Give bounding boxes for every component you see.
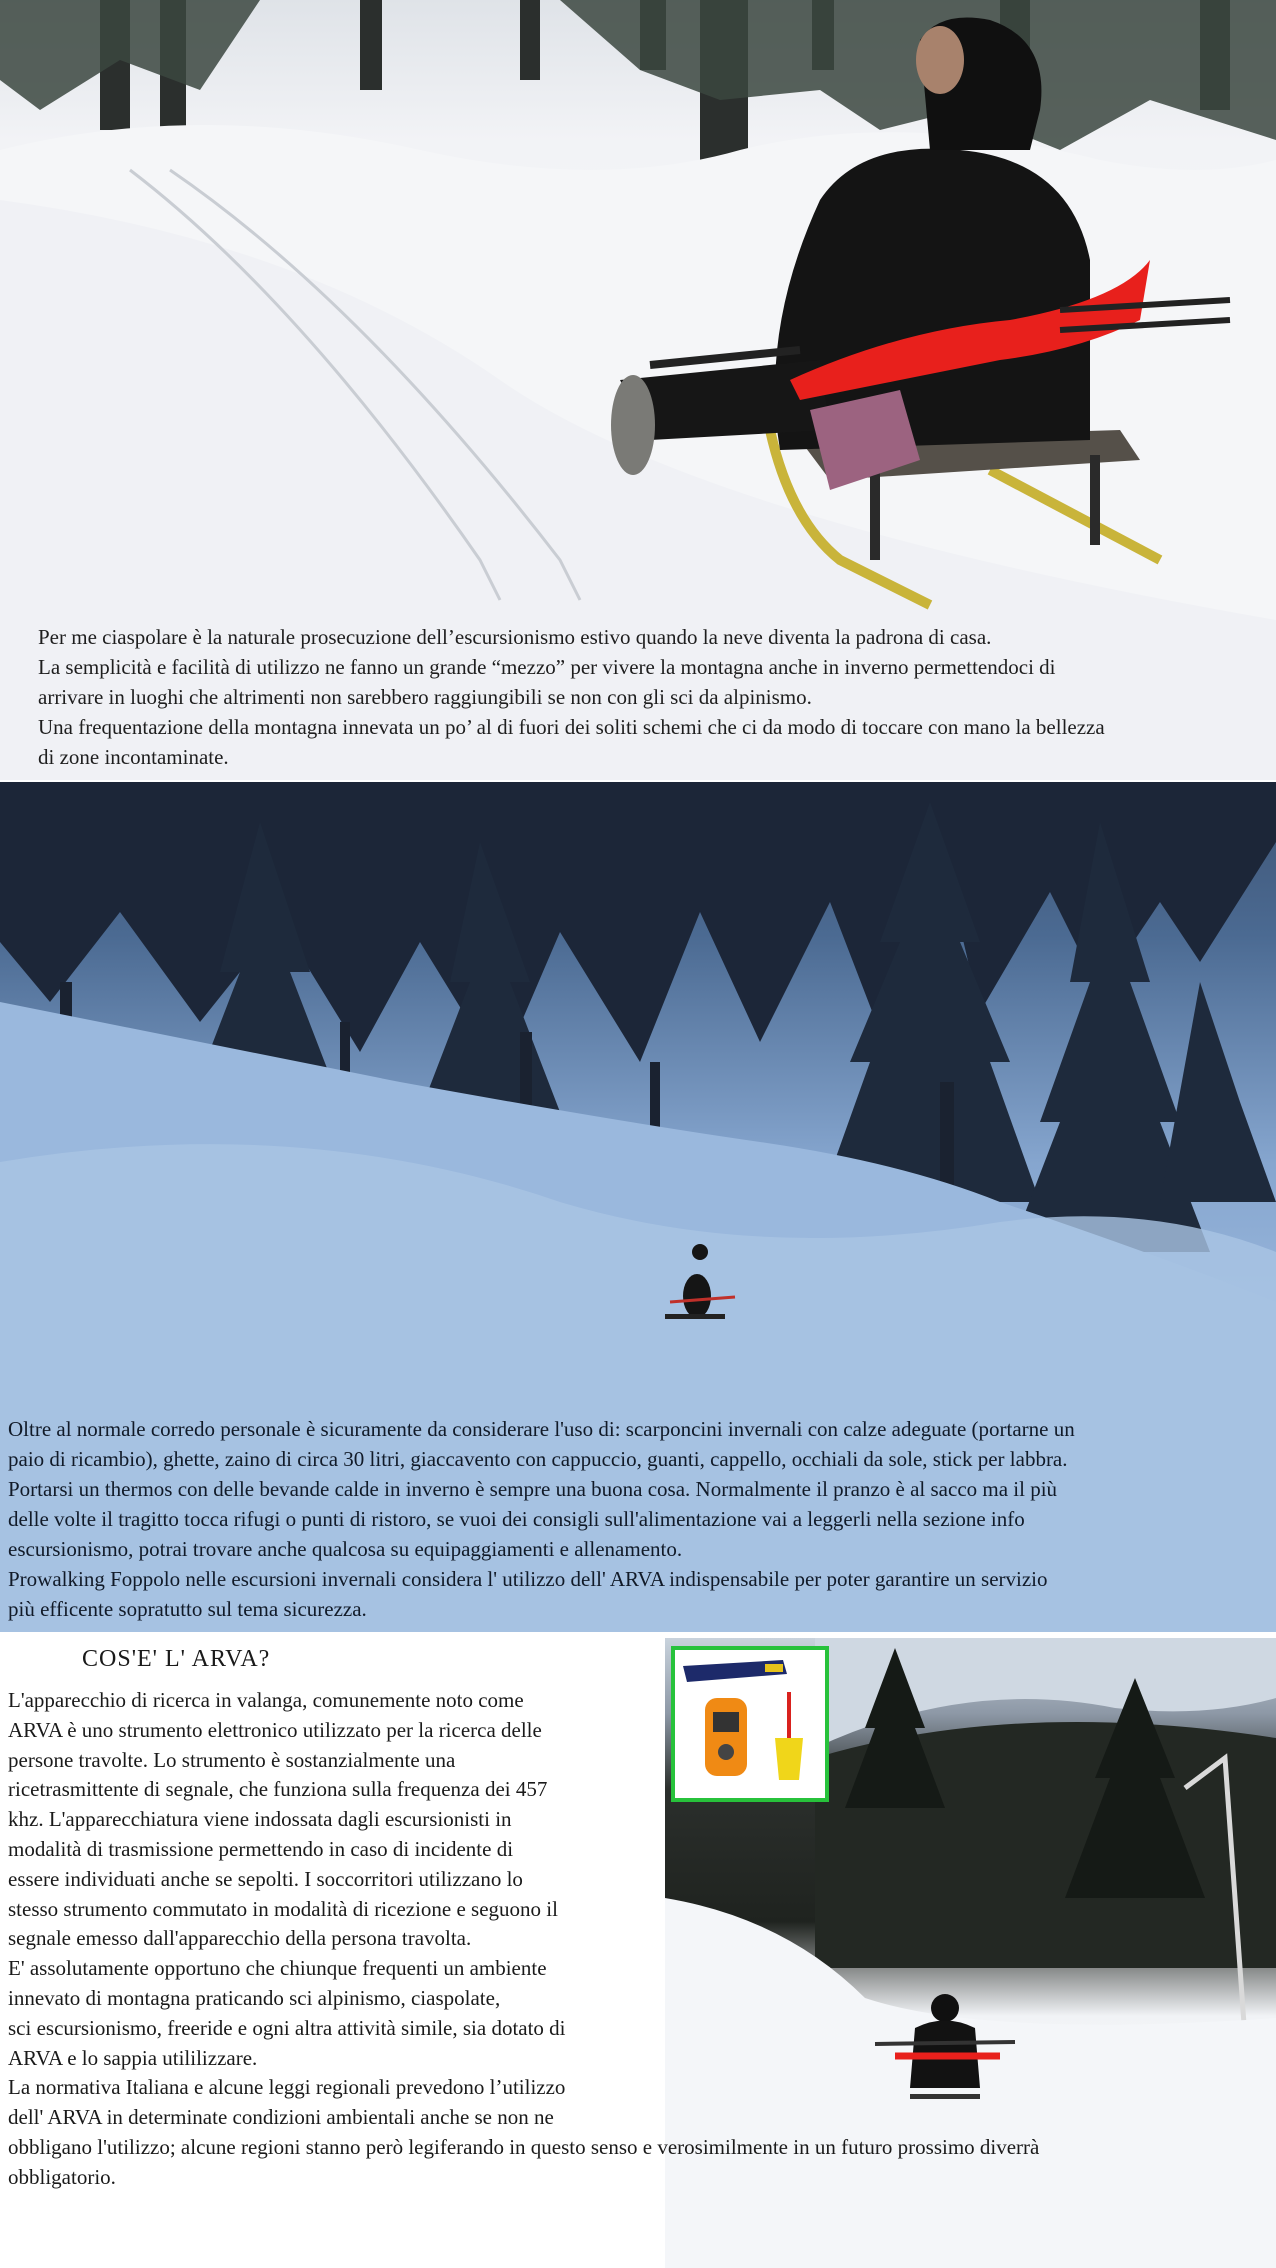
arva-line: essere individuati anche se sepolti. I soccorritori utilizzano lo: [8, 1866, 523, 1891]
arva-line: ricetrasmittente di segnale, che funziona sulla frequenza dei 457: [8, 1777, 548, 1802]
equipment-line: Oltre al normale corredo personale è sicuramente da considerare l'uso di: scarponcini invernali con calze adeguate (portarne un: [8, 1417, 1075, 1441]
intro-line: La semplicità e facilità di utilizzo ne fanno un grande “mezzo” per vivere la montagna anche in inverno permettendoci di: [38, 655, 1056, 679]
arva-line: obbligano l'utilizzo; alcune regioni stanno però legiferando in questo senso e verosimilmente in un futuro prossimo diverrà: [8, 2134, 1040, 2159]
equipment-line: delle volte il tragitto tocca rifugi o punti di ristoro, se vuoi dei consigli sull'alimentazione vai a leggerli nella sezione info: [8, 1507, 1025, 1531]
arva-line: ARVA è uno strumento elettronico utilizzato per la ricerca delle: [8, 1717, 542, 1742]
equipment-line: paio di ricambio), ghette, zaino di circa 30 litri, giaccavento con cappuccio, guanti, cappello, occhiali da sole, stick per labbra.: [8, 1447, 1068, 1471]
equipment-line: escursionismo, potrai trovare anche qualcosa su equipaggiamenti e allenamento.: [8, 1537, 683, 1561]
equipment-paragraph: [8, 1414, 1270, 1624]
arva-paragraph: [8, 1686, 1268, 2193]
arva-line: E' assolutamente opportuno che chiunque frequenti un ambiente: [8, 1956, 547, 1981]
arva-line: segnale emesso dall'apparecchio della persona travolta.: [8, 1926, 472, 1951]
blue-forest-photo-section: [0, 782, 1276, 1632]
intro-line: Una frequentazione della montagna innevata un po’ al di fuori dei soliti schemi che ci da modo di toccare con mano la bellezza: [38, 715, 1105, 739]
arva-line: L'apparecchio di ricerca in valanga, comunemente noto come: [8, 1688, 524, 1712]
arva-line: ARVA e lo sappia utililizzare.: [8, 2045, 258, 2070]
arva-line: persone travolte. Lo strumento è sostanzialmente una: [8, 1747, 456, 1772]
intro-paragraph: [38, 622, 1276, 772]
arva-line: dell' ARVA in determinate condizioni ambientali anche se non ne: [8, 2105, 554, 2130]
arva-line: La normativa Italiana e alcune leggi regionali prevedono l’utilizzo: [8, 2075, 566, 2100]
intro-line: arrivare in luoghi che altrimenti non sarebbero raggiungibili se non con gli sci da alpinismo.: [38, 685, 812, 709]
equipment-line: più efficente sopratutto sul tema sicurezza.: [8, 1597, 367, 1621]
arva-title: COS'E' L' ARVA?: [82, 1646, 271, 1672]
arva-line: sci escursionismo, freeride e ogni altra attività simile, sia dotato di: [8, 2015, 566, 2040]
intro-line: Per me ciaspolare è la naturale prosecuzione dell’escursionismo estivo quando la neve diventa la padrona di casa.: [38, 625, 992, 649]
arva-line: modalità di trasmissione permettendo in caso di incidente di: [8, 1836, 514, 1861]
arva-line: khz. L'apparecchiatura viene indossata dagli escursionisti in: [8, 1807, 512, 1832]
equipment-line: Prowalking Foppolo nelle escursioni invernali considera l' utilizzo dell' ARVA indispensabile per poter garantire un servizio: [8, 1567, 1048, 1591]
snow-trail-photo-section: [0, 0, 1276, 780]
arva-line: innevato di montagna praticando sci alpinismo, ciaspolate,: [8, 1985, 501, 2010]
intro-line: di zone incontaminate.: [38, 745, 229, 769]
equipment-line: Portarsi un thermos con delle bevande calde in inverno è sempre una buona cosa. Normalmente il pranzo è al sacco ma il più: [8, 1477, 1058, 1501]
arva-line: stesso strumento commutato in modalità di ricezione e seguono il: [8, 1896, 558, 1921]
arva-line: obbligatorio.: [8, 2164, 116, 2189]
arva-section: [0, 1634, 1276, 2268]
